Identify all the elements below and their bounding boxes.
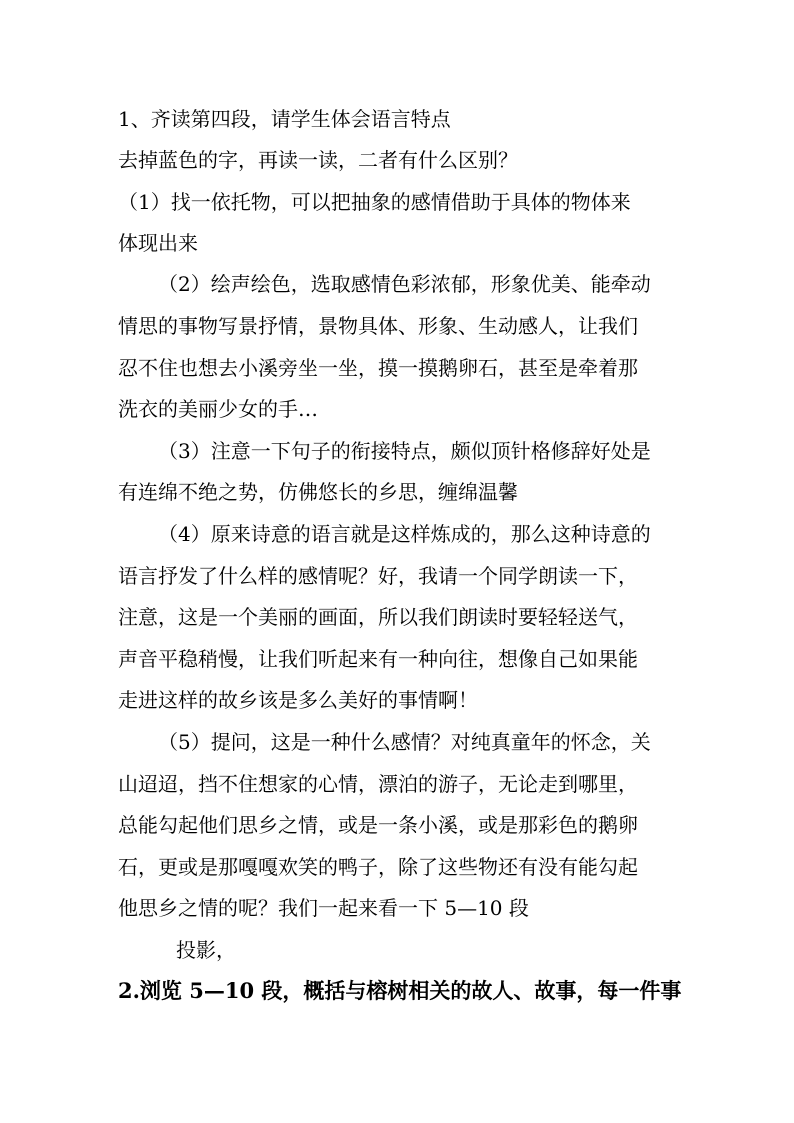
text-line-20: 他思乡之情的呢？我们一起来看一下 5—10 段 <box>118 896 529 920</box>
text-line-10: 有连绵不绝之势，仿佛悠长的乡思，缠绵温馨 <box>118 480 518 504</box>
text-line-3: （1）找一依托物，可以把抽象的感情借助于具体的物体来 <box>118 190 631 214</box>
text-line-2: 去掉蓝色的字，再读一读，二者有什么区别？ <box>118 148 518 172</box>
text-line-12: 语言抒发了什么样的感情呢？好，我请一个同学朗读一下， <box>118 564 638 588</box>
text-line-1: 1、齐读第四段，请学生体会语言特点 <box>118 107 451 131</box>
text-line-6: 情思的事物写景抒情，景物具体、形象、生动感人，让我们 <box>118 314 638 338</box>
text-line-21: 投影， <box>176 938 236 962</box>
text-line-17: 山迢迢，挡不住想家的心情，漂泊的游子，无论走到哪里， <box>118 772 638 796</box>
text-line-7: 忍不住也想去小溪旁坐一坐，摸一摸鹅卵石，甚至是牵着那 <box>118 356 638 380</box>
section-heading-browse: 2.浏览 5—10 段，概括与榕树相关的故人、故事，每一件事 <box>118 978 682 1003</box>
text-line-5: （2）绘声绘色，选取感情色彩浓郁，形象优美、能牵动 <box>158 272 651 296</box>
text-line-4: 体现出来 <box>118 231 198 255</box>
text-line-8: 洗衣的美丽少女的手… <box>118 397 318 421</box>
text-line-16: （5）提问，这是一种什么感情？对纯真童年的怀念，关 <box>158 730 651 754</box>
text-line-13: 注意，这是一个美丽的画面，所以我们朗读时要轻轻送气， <box>118 605 638 629</box>
text-line-18: 总能勾起他们思乡之情，或是一条小溪，或是那彩色的鹅卵 <box>118 813 638 837</box>
text-line-11: （4）原来诗意的语言就是这样炼成的，那么这种诗意的 <box>158 522 651 546</box>
text-line-9: （3）注意一下句子的衔接特点，颇似顶针格修辞好处是 <box>158 439 651 463</box>
text-line-15: 走进这样的故乡该是多么美好的事情啊！ <box>118 688 478 712</box>
text-line-14: 声音平稳稍慢，让我们听起来有一种向往，想像自己如果能 <box>118 647 638 671</box>
text-line-19: 石，更或是那嘎嘎欢笑的鸭子，除了这些物还有没有能勾起 <box>118 855 638 879</box>
